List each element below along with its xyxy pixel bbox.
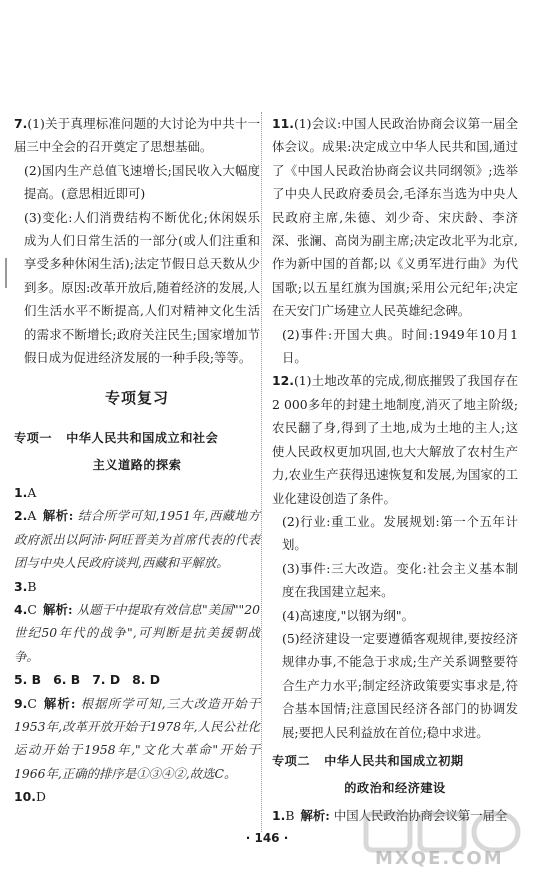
answer-text: (1)关于真理标准问题的大讨论为中共十一届三中全会的召开奠定了思想基础。 <box>14 116 260 155</box>
question-number: 1. <box>272 807 286 823</box>
question-3 <box>14 575 260 598</box>
answer-choice: D <box>35 789 46 805</box>
answer-text: (1)会议:中国人民政治协商会议第一届全体会议。成果:决定成立中华人民共和国,通过了《中国人民政治协商会议共同纲领》;选举了中央人民政府委员会,毛泽东当选为中央人民政府主席,朱德、刘少奇、宋庆龄、李济深、张澜、高岗为副主席;决定改北平为北京,作为新中国的首都;以《义勇军进行曲》为代国歌;以五星红旗为国旗;采用公元纪年;决定在天安门广场建立人民英雄纪念碑。 <box>272 116 518 319</box>
topic-heading-2 <box>272 748 518 802</box>
answer-choice: A <box>27 484 37 500</box>
topic-title: 的政治和经济建设 <box>344 780 446 795</box>
question-number: 11. <box>272 116 294 131</box>
question-12 <box>272 369 518 744</box>
answer-text: (2)国内生产总值飞速增长;国民收入大幅度提高。(意思相近即可) <box>24 162 260 202</box>
analysis-label: 解析: <box>42 695 76 711</box>
analysis-text: 根据所学可知,三大改造开始于1953年,改革开放开始于1978年,人民公社化运动开始于1958年,"文化大革命"开始于1966年,正确的排序是①③④②,故选C。 <box>14 695 260 781</box>
question-number: 2. <box>14 508 28 524</box>
inline-answer: 7. D <box>92 672 121 688</box>
answer-text: (5)经济建设一定要遵循客观规律,要按经济规律办事,不能急于求成;生产关系调整要符合生产力水平;制定经济政策要实事求是,符合基本国情;注意国民经济各部门的协调发展;要把人民利益放在首位;稳中求进。 <box>282 630 518 740</box>
question-number: 10. <box>14 789 36 805</box>
left-column <box>14 112 260 809</box>
questions-5-to-8 <box>14 668 260 691</box>
column-divider <box>261 112 262 832</box>
question-9 <box>14 692 260 786</box>
answer-choice: C <box>27 695 37 711</box>
question-number: 7. <box>14 116 28 131</box>
topic-heading-1 <box>14 425 260 479</box>
margin-mark <box>4 258 8 288</box>
answer-text: (4)高速度,"以钢为纲"。 <box>282 607 415 623</box>
topic-title: 中华人民共和国成立初期 <box>324 753 464 768</box>
analysis-text: 中国人民政治协商会议第一届全 <box>333 807 508 823</box>
topic-tag: 专项二 <box>272 753 311 768</box>
topic-tag: 专项一 <box>14 430 53 445</box>
question-4 <box>14 598 260 668</box>
analysis-text: 从题干中提取有效信息"美国""20世纪50年代的战争",可判断是抗美援朝战争。 <box>14 601 260 664</box>
page-number: · 146 · <box>245 831 289 845</box>
question-number: 4. <box>14 601 28 617</box>
inline-answer: 8. D <box>132 672 161 688</box>
analysis-label: 解析: <box>42 601 73 617</box>
answer-text: (1)土地改革的完成,彻底摧毁了我国存在2 000多年的封建土地制度,消灭了地主阶级;农民翻了身,得到了土地,成为土地的主人;这使人民政权更加巩固,也大大解放了农村生产力,农业生产获得迅速恢复和发展,为国家的工业化建设创造了条件。 <box>272 373 518 506</box>
topic-title: 主义道路的探索 <box>92 457 182 472</box>
question-number: 1. <box>14 484 28 500</box>
answer-text: (2)行业:重工业。发展规划:第一个五年计划。 <box>282 513 518 553</box>
question-1 <box>14 481 260 504</box>
answer-choice: B <box>27 578 37 594</box>
question-7 <box>14 112 260 369</box>
watermark-text: MXQE.COM <box>375 848 504 869</box>
answer-text: (3)变化:人们消费结构不断优化;休闲娱乐成为人们日常生活的一部分(或人们注重和享受多种休闲生活);法定节假日总天数从少到多。原因:改革开放后,随着经济的发展,人们生活水平不断提高,人们对精神文化生活的需求不断增长;政府关注民生;国家增加节假日成为促进经济发展的一种手段;等等。 <box>24 209 260 366</box>
topic-title: 中华人民共和国成立和社会 <box>66 430 219 445</box>
inline-answer: 6. B <box>53 672 81 688</box>
analysis-label: 解析: <box>300 807 330 823</box>
question-number: 9. <box>14 695 28 711</box>
answer-choice: B <box>285 807 295 823</box>
section-title: 专项复习 <box>104 389 169 408</box>
analysis-text: 结合所学可知,1951年,西藏地方政府派出以阿沛·阿旺晋美为首席代表的代表团与中央人民政府谈判,西藏和平解放。 <box>14 508 260 571</box>
answer-choice: C <box>27 601 37 617</box>
answer-choice: A <box>27 508 37 524</box>
analysis-label: 解析: <box>42 508 74 524</box>
question-number: 3. <box>14 578 28 594</box>
answer-text: (3)事件:三大改造。变化:社会主义基本制度在我国建立起来。 <box>282 560 518 600</box>
question-2 <box>14 504 260 574</box>
question-11 <box>272 112 518 369</box>
answer-text: (2)事件:开国大典。时间:1949年10月1日。 <box>282 326 518 366</box>
question-number: 12. <box>272 373 294 389</box>
inline-answer: 5. B <box>14 672 42 688</box>
right-column <box>272 112 518 827</box>
question-10 <box>14 785 260 808</box>
